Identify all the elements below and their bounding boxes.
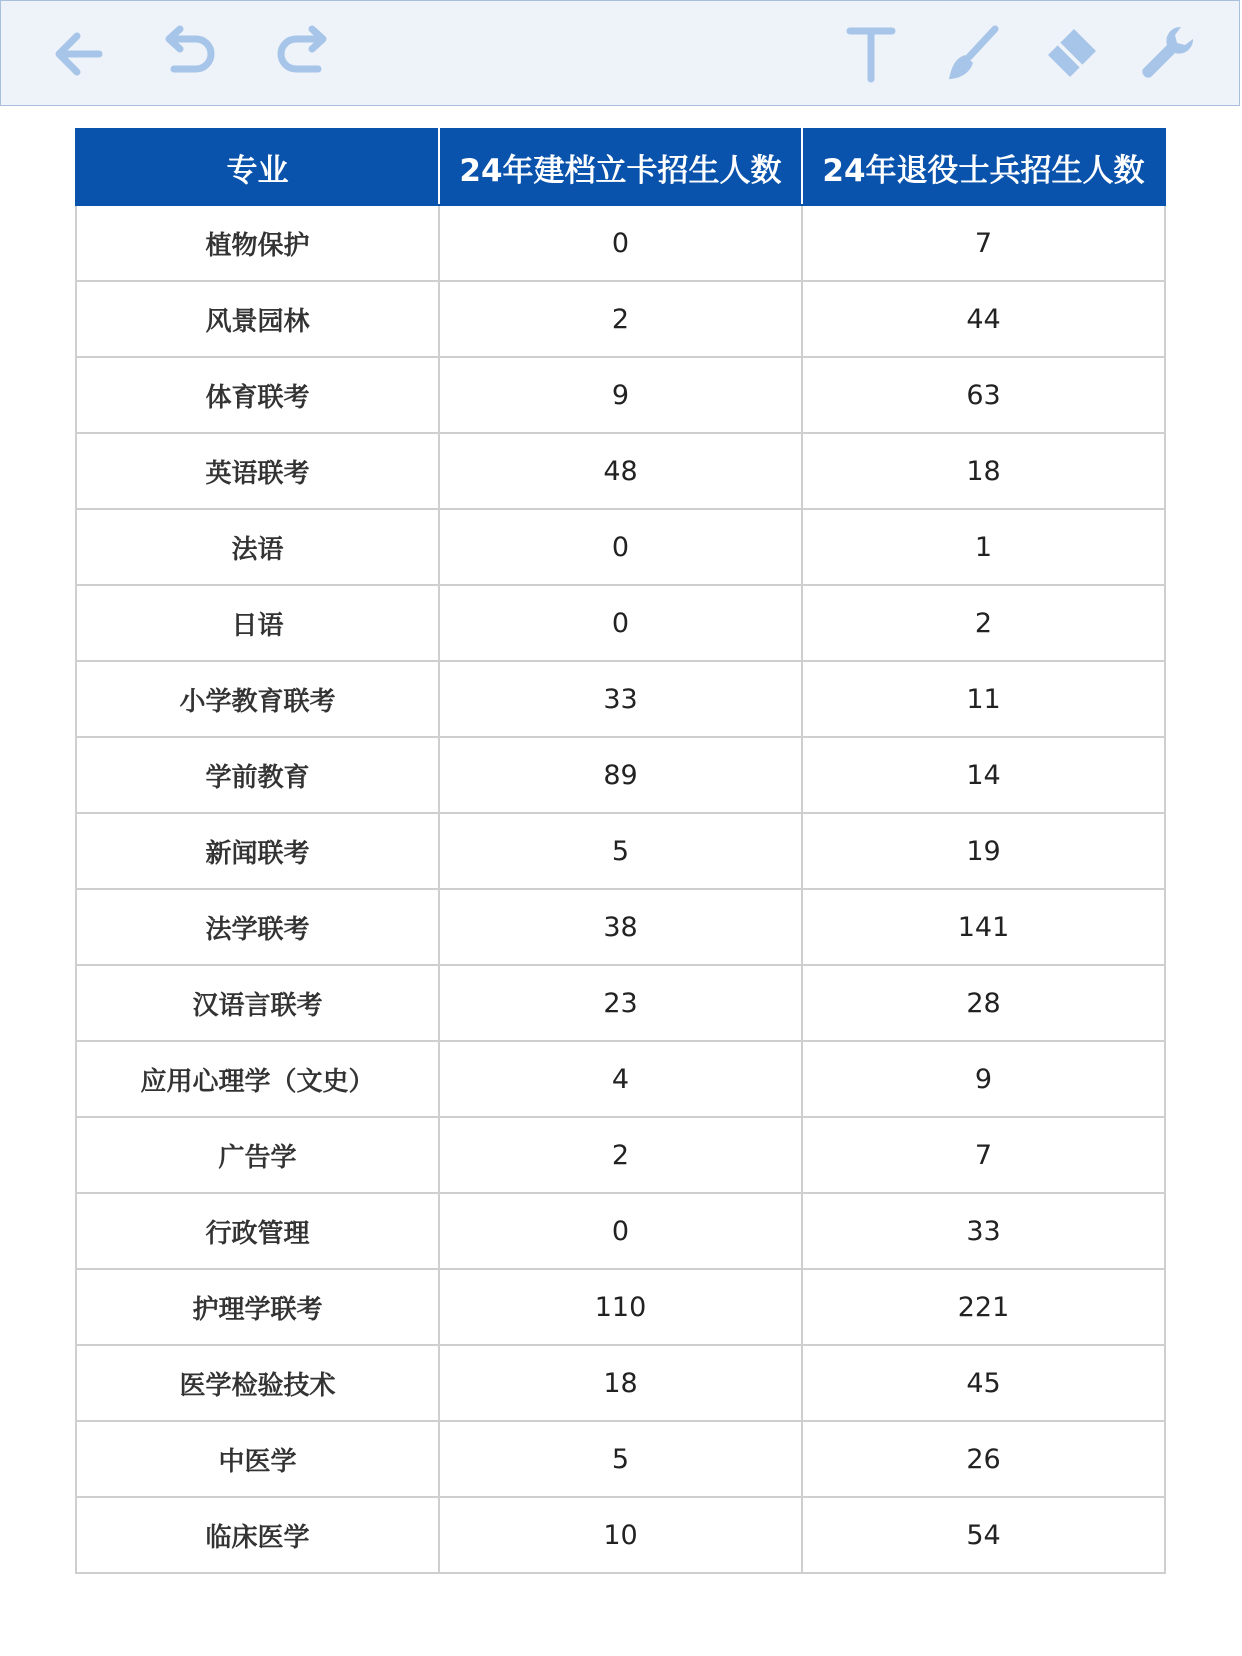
redo-icon[interactable]	[266, 21, 336, 87]
back-arrow-icon[interactable]	[45, 21, 115, 87]
wrench-icon[interactable]	[1131, 21, 1201, 87]
cell-poverty-registered: 5	[439, 1421, 802, 1497]
eraser-icon[interactable]	[1036, 21, 1106, 87]
table-row	[76, 813, 1165, 889]
table-row	[76, 1497, 1165, 1573]
table-row	[76, 889, 1165, 965]
table-row	[76, 357, 1165, 433]
cell-veterans: 45	[802, 1345, 1165, 1421]
cell-poverty-registered: 2	[439, 1117, 802, 1193]
cell-major: 广告学	[76, 1117, 439, 1193]
cell-poverty-registered: 0	[439, 205, 802, 281]
table-row	[76, 1269, 1165, 1345]
cell-veterans: 18	[802, 433, 1165, 509]
cell-poverty-registered: 33	[439, 661, 802, 737]
cell-veterans: 1	[802, 509, 1165, 585]
cell-poverty-registered: 5	[439, 813, 802, 889]
cell-major: 学前教育	[76, 737, 439, 813]
cell-veterans: 9	[802, 1041, 1165, 1117]
table-row	[76, 585, 1165, 661]
cell-veterans: 2	[802, 585, 1165, 661]
cell-major: 风景园林	[76, 281, 439, 357]
cell-major: 医学检验技术	[76, 1345, 439, 1421]
cell-major: 植物保护	[76, 205, 439, 281]
cell-major: 法学联考	[76, 889, 439, 965]
cell-poverty-registered: 18	[439, 1345, 802, 1421]
cell-veterans: 141	[802, 889, 1165, 965]
cell-veterans: 44	[802, 281, 1165, 357]
table-row	[76, 1117, 1165, 1193]
text-icon[interactable]	[836, 21, 906, 87]
cell-veterans: 63	[802, 357, 1165, 433]
table-row	[76, 1193, 1165, 1269]
cell-veterans: 14	[802, 737, 1165, 813]
cell-poverty-registered: 48	[439, 433, 802, 509]
cell-major: 行政管理	[76, 1193, 439, 1269]
cell-veterans: 28	[802, 965, 1165, 1041]
cell-major: 应用心理学（文史）	[76, 1041, 439, 1117]
undo-icon[interactable]	[156, 21, 226, 87]
table-row	[76, 281, 1165, 357]
table-row	[76, 433, 1165, 509]
cell-major: 日语	[76, 585, 439, 661]
table-row	[76, 1421, 1165, 1497]
cell-poverty-registered: 0	[439, 1193, 802, 1269]
cell-major: 体育联考	[76, 357, 439, 433]
cell-poverty-registered: 2	[439, 281, 802, 357]
cell-poverty-registered: 110	[439, 1269, 802, 1345]
table-row	[76, 1041, 1165, 1117]
cell-poverty-registered: 0	[439, 585, 802, 661]
cell-veterans: 221	[802, 1269, 1165, 1345]
cell-poverty-registered: 4	[439, 1041, 802, 1117]
cell-poverty-registered: 0	[439, 509, 802, 585]
header-major: 专业	[76, 129, 439, 205]
cell-major: 小学教育联考	[76, 661, 439, 737]
cell-major: 汉语言联考	[76, 965, 439, 1041]
table-header-row	[76, 129, 1165, 205]
cell-veterans: 7	[802, 205, 1165, 281]
table-row	[76, 965, 1165, 1041]
cell-veterans: 7	[802, 1117, 1165, 1193]
cell-veterans: 33	[802, 1193, 1165, 1269]
cell-major: 英语联考	[76, 433, 439, 509]
cell-major: 法语	[76, 509, 439, 585]
table-row	[76, 737, 1165, 813]
cell-veterans: 26	[802, 1421, 1165, 1497]
cell-poverty-registered: 38	[439, 889, 802, 965]
table-row	[76, 205, 1165, 281]
cell-major: 护理学联考	[76, 1269, 439, 1345]
cell-major: 新闻联考	[76, 813, 439, 889]
cell-major: 临床医学	[76, 1497, 439, 1573]
enrollment-table	[75, 128, 1166, 1574]
cell-major: 中医学	[76, 1421, 439, 1497]
table-body	[76, 205, 1165, 1573]
brush-icon[interactable]	[937, 21, 1007, 87]
table-row	[76, 509, 1165, 585]
header-veterans: 24年退役士兵招生人数	[802, 129, 1165, 205]
cell-poverty-registered: 89	[439, 737, 802, 813]
cell-poverty-registered: 23	[439, 965, 802, 1041]
table-row	[76, 1345, 1165, 1421]
header-poverty-registered: 24年建档立卡招生人数	[439, 129, 802, 205]
cell-poverty-registered: 10	[439, 1497, 802, 1573]
cell-veterans: 19	[802, 813, 1165, 889]
toolbar	[0, 0, 1240, 106]
cell-veterans: 54	[802, 1497, 1165, 1573]
table-row	[76, 661, 1165, 737]
cell-veterans: 11	[802, 661, 1165, 737]
cell-poverty-registered: 9	[439, 357, 802, 433]
